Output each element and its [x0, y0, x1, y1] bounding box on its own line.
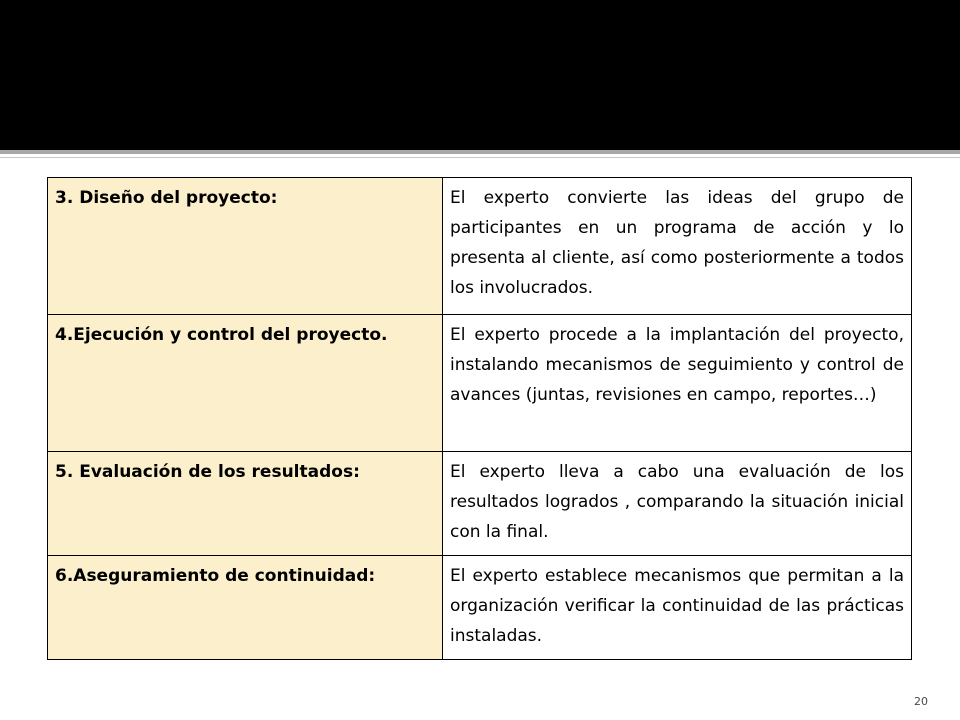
- table-row: [48, 452, 912, 556]
- step-title: 6.Aseguramiento de continuidad:: [48, 556, 443, 660]
- step-title: 4.Ejecución y control del proyecto.: [48, 315, 443, 452]
- table-row: [48, 178, 912, 315]
- step-description: El experto procede a la implantación del proyecto, instalando mecanismos de seguimiento y control de avances (juntas, revisiones en campo, reportes…): [443, 315, 912, 452]
- step-description: El experto establece mecanismos que permitan a la organización verificar la continuidad de las prácticas instaladas.: [443, 556, 912, 660]
- step-description: El experto convierte las ideas del grupo de participantes en un programa de acción y lo presenta al cliente, así como posteriormente a todos los involucrados.: [443, 178, 912, 315]
- header-band: [0, 0, 960, 150]
- header-divider: [0, 150, 960, 154]
- step-description: El experto lleva a cabo una evaluación de los resultados logrados , comparando la situación inicial con la final.: [443, 452, 912, 556]
- table-row: [48, 556, 912, 660]
- page-number: 20: [914, 695, 928, 708]
- table-row: [48, 315, 912, 452]
- step-title: 3. Diseño del proyecto:: [48, 178, 443, 315]
- step-title: 5. Evaluación de los resultados:: [48, 452, 443, 556]
- header-divider-thin: [0, 157, 960, 158]
- project-steps-table: [47, 177, 912, 660]
